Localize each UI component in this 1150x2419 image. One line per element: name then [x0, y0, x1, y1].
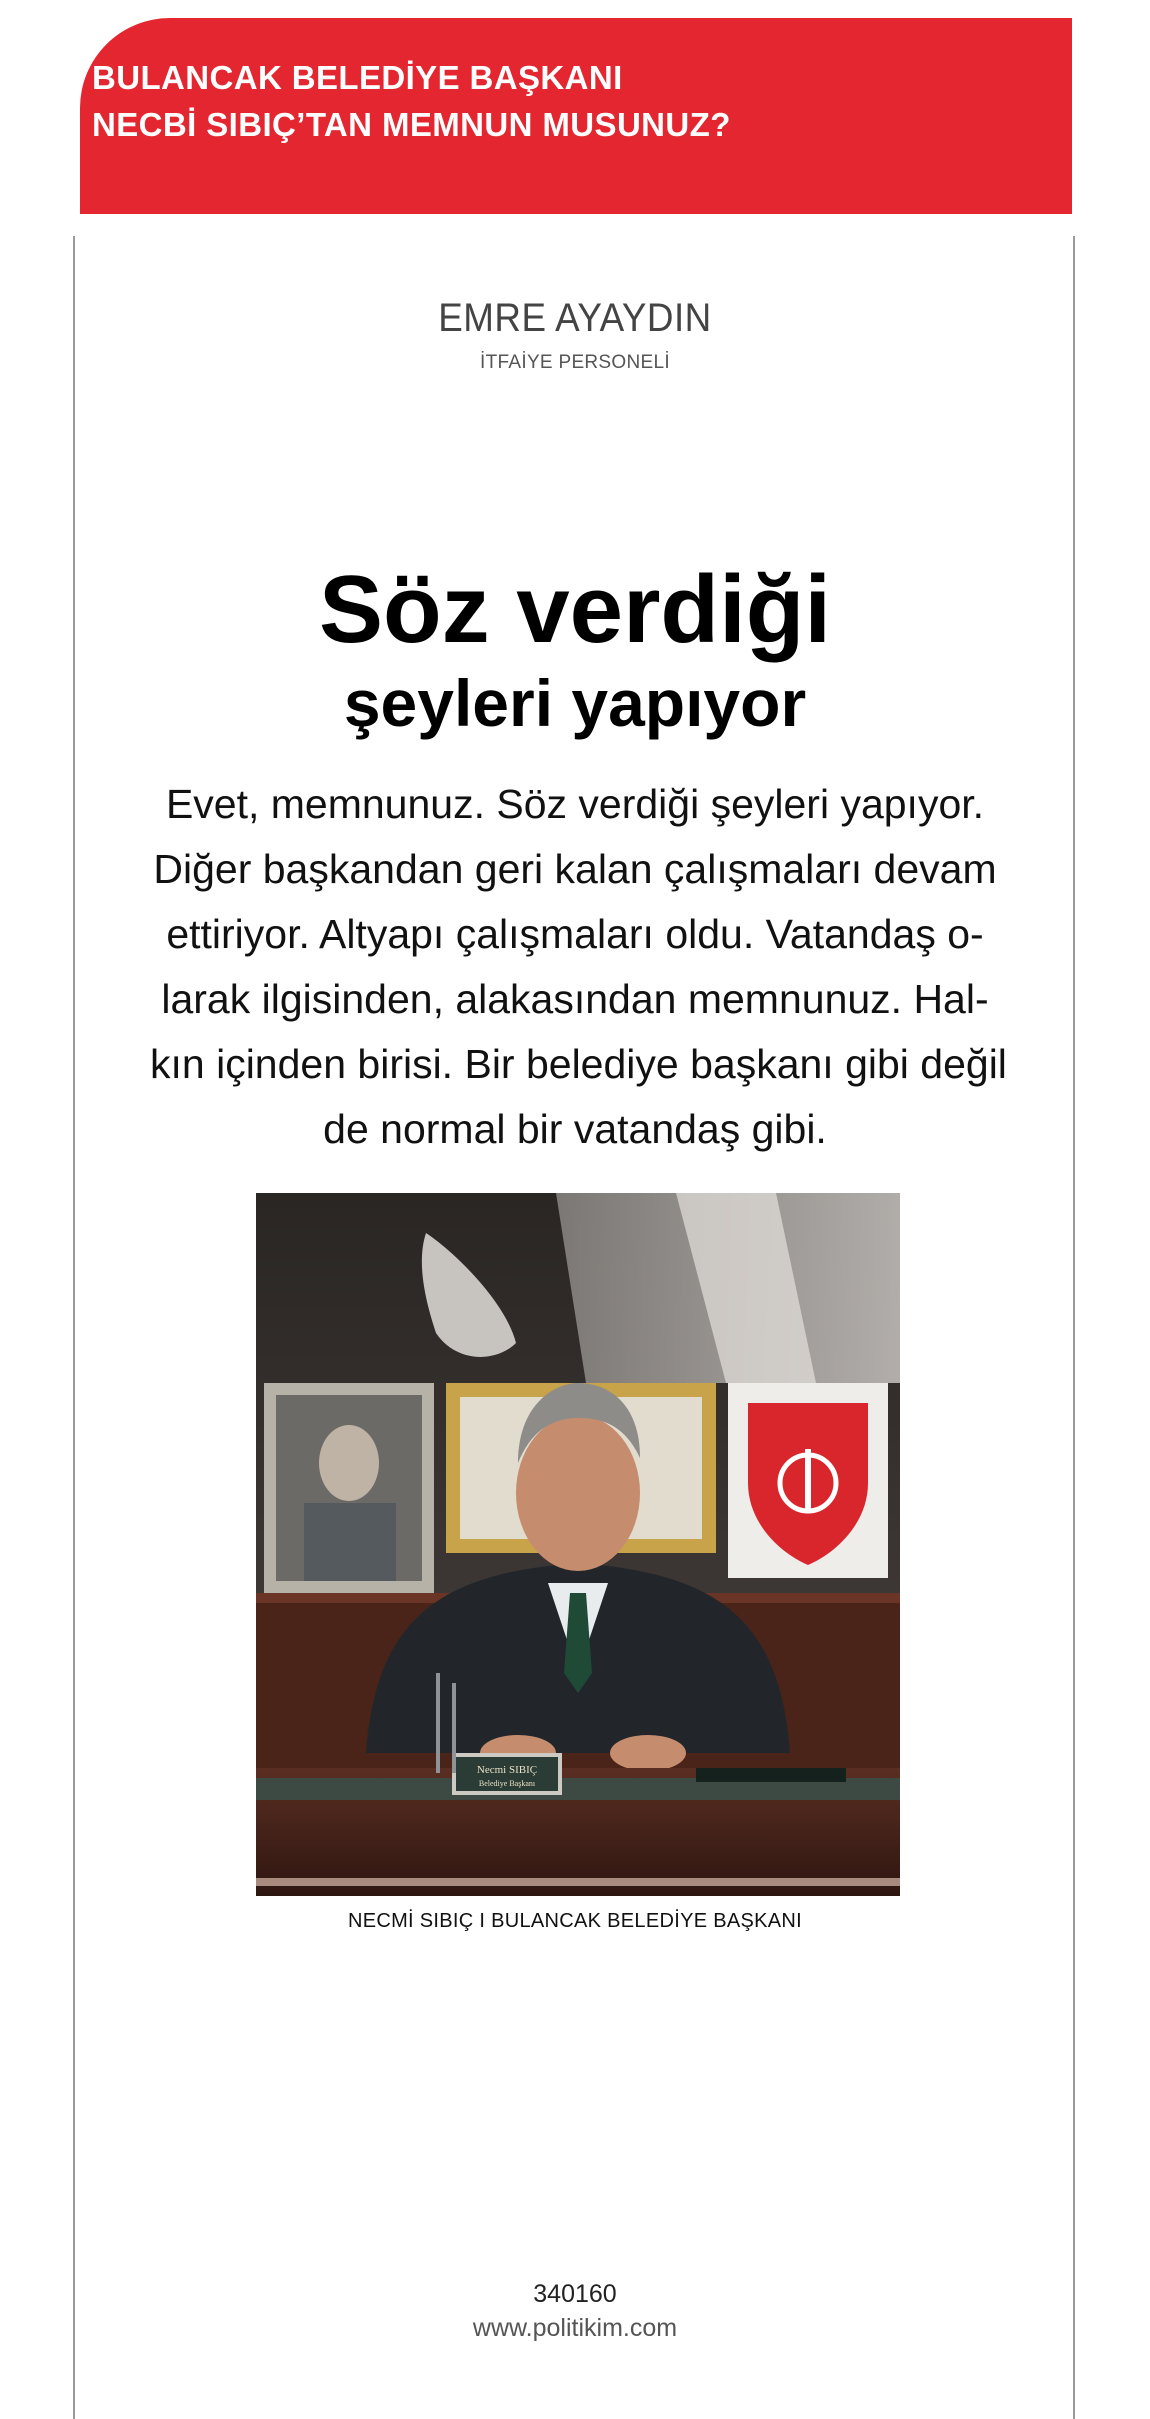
headline-line-1: Söz verdiği [318, 556, 832, 663]
nameplate-name: Necmi SIBIÇ [476, 1764, 538, 1776]
banner-title-line-2: NECBİ SIBIÇ’TAN MEMNUN MUSUNUZ? [92, 106, 731, 143]
quote-line: de normal bir vatandaş gibi. [323, 1106, 827, 1152]
headline-line-2: şeyleri yapıyor [343, 666, 807, 740]
quote-line: kın içinden birisi. Bir belediye başkanı gibi değil [150, 1041, 1007, 1087]
quote-body [150, 772, 1007, 1162]
author-role: İTFAİYE PERSONELİ [480, 352, 670, 373]
banner-title-line-1: BULANCAK BELEDİYE BAŞKANI [92, 59, 623, 96]
quote-line: Evet, memnunuz. Söz verdiği şeyleri yapıyor. [165, 781, 985, 827]
quote-line: ettiriyor. Altyapı çalışmaları oldu. Vatandaş o- [166, 911, 984, 957]
banner-title [92, 54, 731, 148]
mayor-photo [256, 1193, 900, 1896]
footer-url: www.politikim.com [472, 2314, 678, 2342]
photo-caption: NECMİ SIBIÇ I BULANCAK BELEDİYE BAŞKANI [347, 1910, 803, 1932]
quote-line: larak ilgisinden, alakasından memnunuz. Hal- [161, 976, 989, 1022]
author-name: EMRE AYAYDIN [438, 296, 712, 340]
quote-line: Diğer başkandan geri kalan çalışmaları devam [153, 846, 997, 892]
nameplate-title: Belediye Başkanı [478, 1779, 536, 1788]
footer-code: 340160 [533, 2280, 617, 2308]
